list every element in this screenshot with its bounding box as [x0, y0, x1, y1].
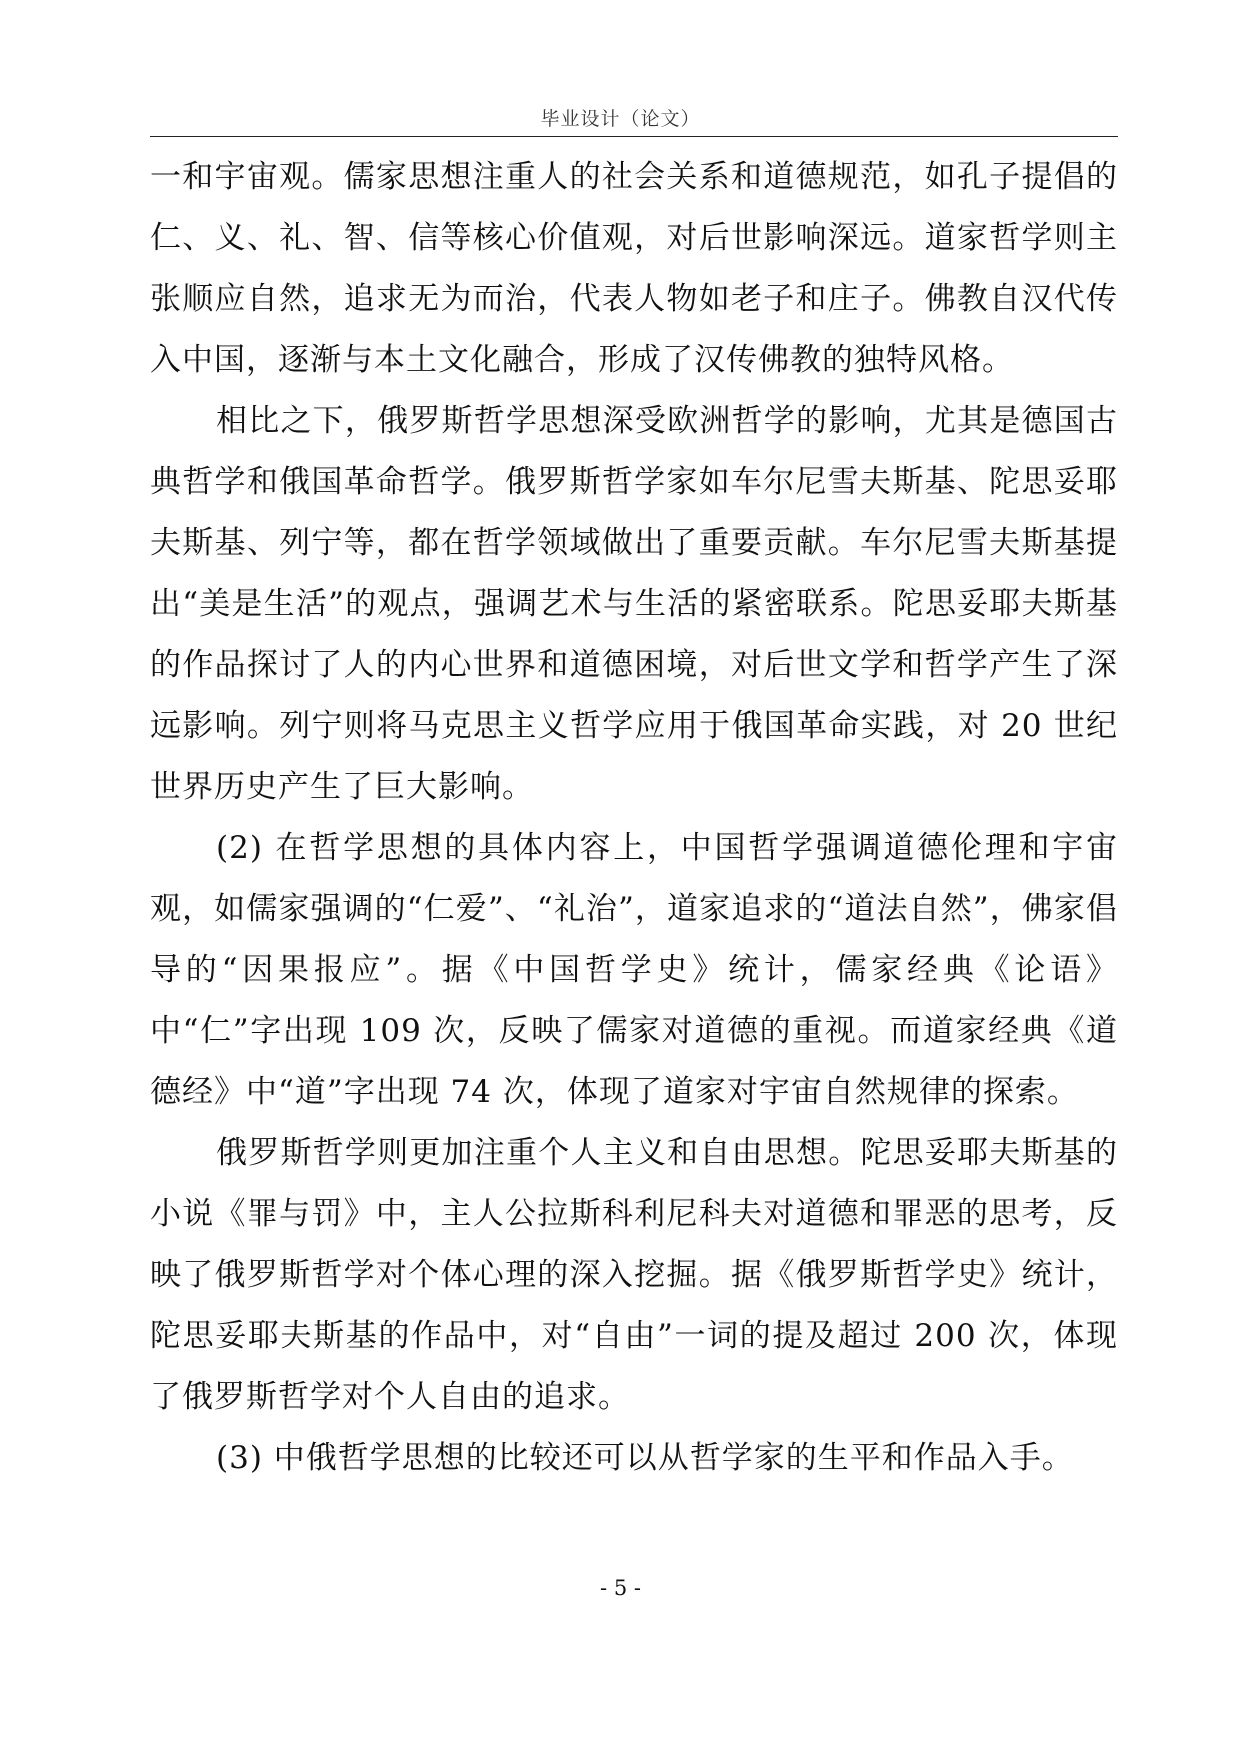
paragraph-4: 俄罗斯哲学则更加注重个人主义和自由思想。陀思妥耶夫斯基的小说《罪与罚》中，主人公拉斯科利尼科夫对道德和罪恶的思考，反映了俄罗斯哲学对个体心理的深入挖掘。据《俄罗斯哲学史》统计，陀思妥耶夫斯基的作品中，对“自由”一词的提及超过 200 次，体现了俄罗斯哲学对个人自由的追求。 — [150, 1135, 1118, 1415]
running-header: 毕业设计（论文） — [540, 108, 701, 130]
body-text — [150, 147, 1118, 1489]
paragraph-3: (2) 在哲学思想的具体内容上，中国哲学强调道德伦理和宇宙观，如儒家强调的“仁爱”、“礼治”，道家追求的“道法自然”，佛家倡导的“因果报应”。据《中国哲学史》统计，儒家经典《论语》中“仁”字出现 109 次，反映了儒家对道德的重视。而道家经典《道德经》中“道”字出现 74 次，体现了道家对宇宙自然规律的探索。 — [150, 830, 1118, 1110]
paragraph-1: 一和宇宙观。儒家思想注重人的社会关系和道德规范，如孔子提倡的仁、义、礼、智、信等核心价值观，对后世影响深远。道家哲学则主张顺应自然，追求无为而治，代表人物如老子和庄子。佛教自汉代传入中国，逐渐与本土文化融合，形成了汉传佛教的独特风格。 — [150, 159, 1118, 378]
page-number: - 5 - — [600, 1576, 641, 1600]
header-divider — [150, 136, 1118, 137]
paragraph-2: 相比之下，俄罗斯哲学思想深受欧洲哲学的影响，尤其是德国古典哲学和俄国革命哲学。俄罗斯哲学家如车尔尼雪夫斯基、陀思妥耶夫斯基、列宁等，都在哲学领域做出了重要贡献。车尔尼雪夫斯基提出“美是生活”的观点，强调艺术与生活的紧密联系。陀思妥耶夫斯基的作品探讨了人的内心世界和道德困境，对后世文学和哲学产生了深远影响。列宁则将马克思主义哲学应用于俄国革命实践，对 20 世纪世界历史产生了巨大影响。 — [150, 403, 1118, 805]
paragraph-5: (3) 中俄哲学思想的比较还可以从哲学家的生平和作品入手。 — [216, 1440, 1074, 1476]
